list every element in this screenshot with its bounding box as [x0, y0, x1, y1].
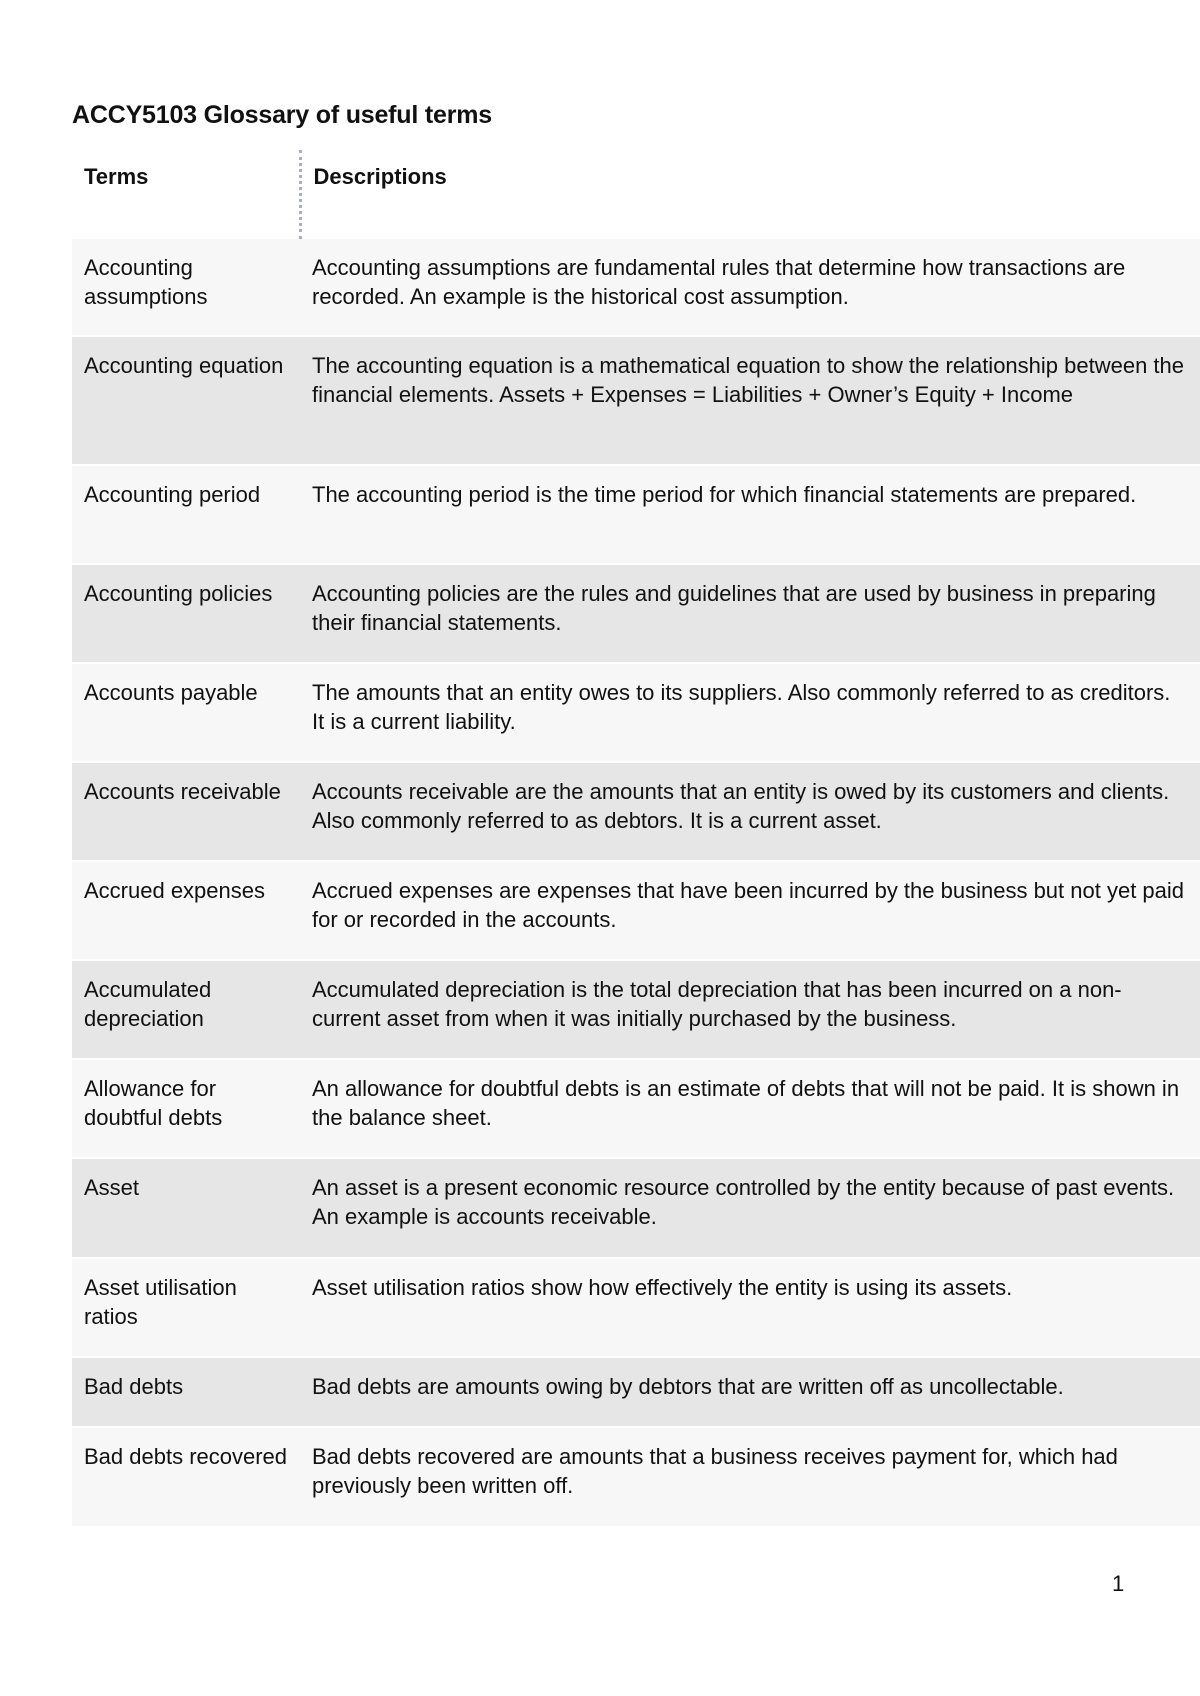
description-cell: Asset utilisation ratios show how effectively the entity is using its assets.	[300, 1258, 1200, 1357]
description-cell: Accrued expenses are expenses that have been incurred by the business but not yet paid for or recorded in the accounts.	[300, 861, 1200, 960]
page-number: 1	[1112, 1571, 1125, 1596]
term-cell: Accounting equation	[72, 336, 300, 465]
description-cell: Bad debts are amounts owing by debtors that are written off as uncollectable.	[300, 1357, 1200, 1427]
term-cell: Accounts payable	[72, 663, 300, 762]
term-cell: Bad debts recovered	[72, 1427, 300, 1526]
table-header-row	[72, 150, 1200, 238]
description-cell: An allowance for doubtful debts is an estimate of debts that will not be paid. It is shown in the balance sheet.	[300, 1059, 1200, 1158]
term-cell: Allowance for doubtful debts	[72, 1059, 300, 1158]
description-cell: The accounting equation is a mathematical equation to show the relationship between the financial elements. Assets + Expenses = Liabilities + Owner’s Equity + Income	[300, 336, 1200, 465]
glossary-table	[72, 150, 1200, 1526]
table-row	[72, 861, 1200, 960]
page-title: ACCY5103 Glossary of useful terms	[72, 101, 492, 129]
term-cell: Accounting policies	[72, 564, 300, 663]
table-row	[72, 1059, 1200, 1158]
term-cell: Bad debts	[72, 1357, 300, 1427]
description-cell: The accounting period is the time period for which financial statements are prepared.	[300, 465, 1200, 564]
term-cell: Asset utilisation ratios	[72, 1258, 300, 1357]
table-row	[72, 663, 1200, 762]
column-header-descriptions: Descriptions	[300, 150, 1200, 238]
table-row	[72, 1427, 1200, 1526]
description-cell: The amounts that an entity owes to its suppliers. Also commonly referred to as creditors. It is a current liability.	[300, 663, 1200, 762]
description-cell: An asset is a present economic resource controlled by the entity because of past events. An example is accounts receivable.	[300, 1158, 1200, 1258]
description-cell: Accounts receivable are the amounts that an entity is owed by its customers and clients. Also commonly referred to as debtors. It is a current asset.	[300, 762, 1200, 861]
table-row	[72, 762, 1200, 861]
term-cell: Asset	[72, 1158, 300, 1258]
term-cell: Accounting period	[72, 465, 300, 564]
table-row	[72, 564, 1200, 663]
term-cell: Accrued expenses	[72, 861, 300, 960]
table-row	[72, 1158, 1200, 1258]
term-cell: Accounting assumptions	[72, 238, 300, 336]
table-row	[72, 238, 1200, 336]
table-row	[72, 336, 1200, 465]
column-header-terms: Terms	[72, 150, 300, 238]
description-cell: Accumulated depreciation is the total depreciation that has been incurred on a non-current asset from when it was initially purchased by the business.	[300, 960, 1200, 1059]
table-row	[72, 960, 1200, 1059]
description-cell: Bad debts recovered are amounts that a business receives payment for, which had previously been written off.	[300, 1427, 1200, 1526]
term-cell: Accounts receivable	[72, 762, 300, 861]
term-cell: Accumulated depreciation	[72, 960, 300, 1059]
table-row	[72, 1357, 1200, 1427]
description-cell: Accounting assumptions are fundamental rules that determine how transactions are recorded. An example is the historical cost assumption.	[300, 238, 1200, 336]
table-row	[72, 465, 1200, 564]
table-row	[72, 1258, 1200, 1357]
description-cell: Accounting policies are the rules and guidelines that are used by business in preparing their financial statements.	[300, 564, 1200, 663]
